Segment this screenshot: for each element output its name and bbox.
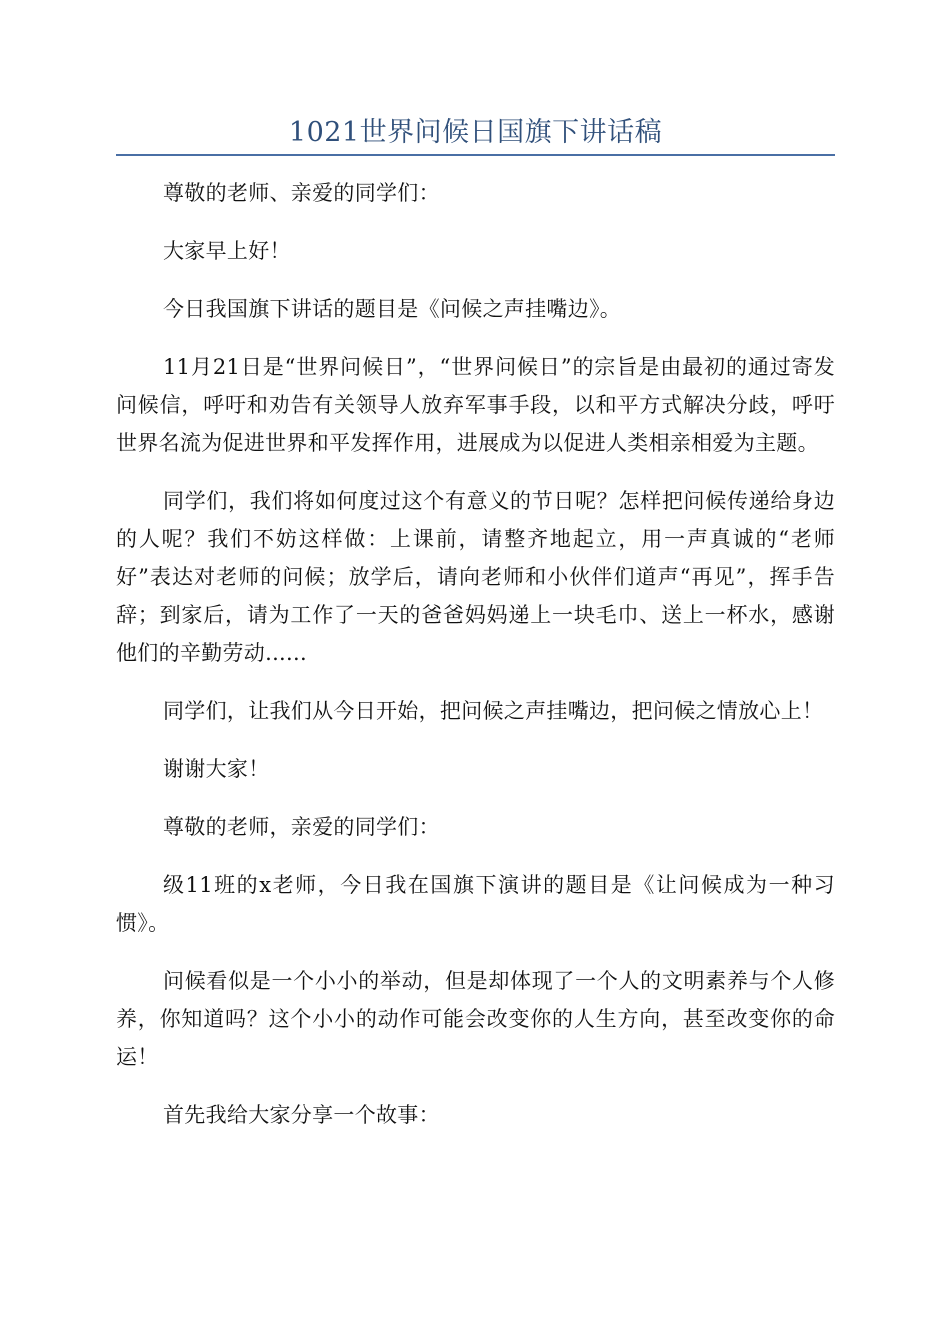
paragraph-good-morning: 大家早上好！ bbox=[163, 239, 291, 263]
paragraph-world-hello-day: 11月21日是“世界问候日”，“世界问候日”的宗旨是由最初的通过寄发问候信，呼吁和劝告有关领导人放弃军事手段，以和平方式解决分歧，呼吁世界名流为促进世界和平发挥作用，进展成为以促进人类相亲相爱为主题。 bbox=[116, 355, 835, 455]
paragraph-greeting-importance: 问候看似是一个小小的举动，但是却体现了一个人的文明素养与个人修养，你知道吗？这个小小的动作可能会改变你的人生方向，甚至改变你的命运！ bbox=[116, 969, 835, 1069]
paragraph-greeting-2: 尊敬的老师，亲爱的同学们： bbox=[163, 815, 440, 839]
title-underline bbox=[116, 154, 835, 156]
paragraph-story-intro: 首先我给大家分享一个故事： bbox=[163, 1103, 440, 1127]
paragraph-thanks: 谢谢大家！ bbox=[163, 757, 270, 781]
paragraph-call-to-action: 同学们，让我们从今日开始，把问候之声挂嘴边，把问候之情放心上！ bbox=[163, 699, 824, 723]
document-title: 1021世界问候日国旗下讲话稿 bbox=[288, 117, 663, 148]
paragraph-how-to-greet: 同学们，我们将如何度过这个有意义的节日呢？怎样把问候传递给身边的人呢？我们不妨这样做：上课前，请整齐地起立，用一声真诚的“老师好”表达对老师的问候；放学后，请向老师和小伙伴们道声“再见”，挥手告辞；到家后，请为工作了一天的爸爸妈妈递上一块毛巾、送上一杯水，感谢他们的辛勤劳动...... bbox=[116, 489, 835, 665]
paragraph-topic: 今日我国旗下讲话的题目是《问候之声挂嘴边》。 bbox=[163, 297, 622, 321]
document-body bbox=[116, 174, 835, 1154]
paragraph-greeting: 尊敬的老师、亲爱的同学们： bbox=[163, 181, 440, 205]
paragraph-speaker-intro: 级11班的x老师，今日我在国旗下演讲的题目是《让问候成为一种习惯》。 bbox=[116, 873, 835, 935]
